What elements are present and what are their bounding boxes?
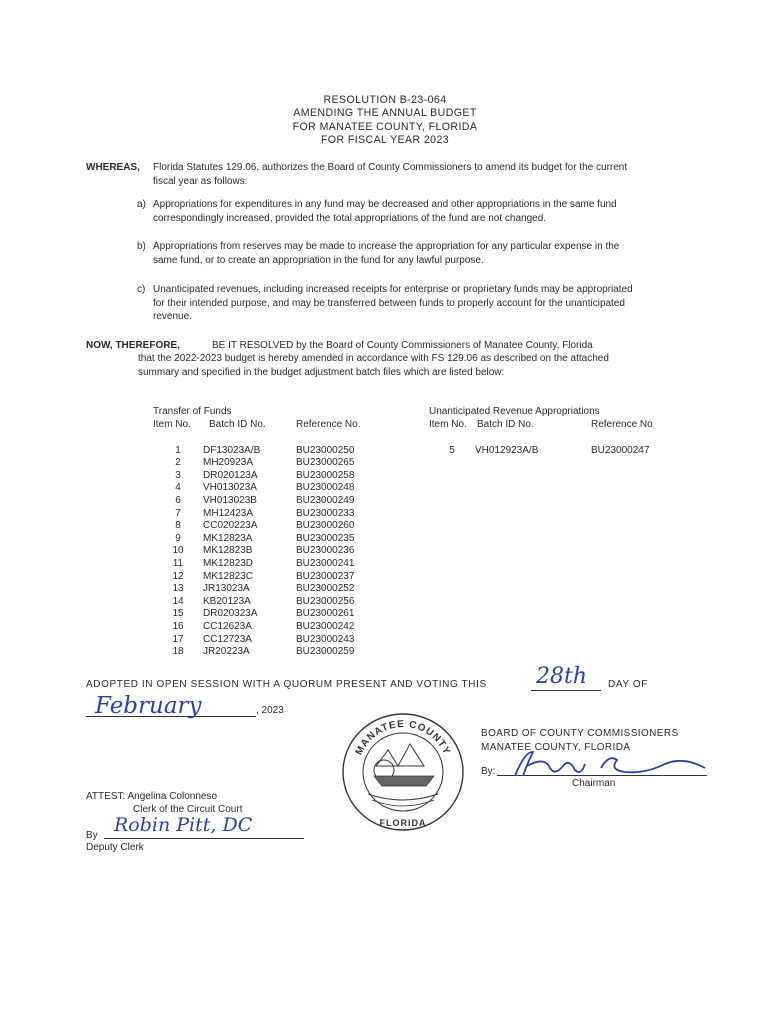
transfer-col-ref: Reference No. [296,419,361,430]
transfer-table [153,419,396,659]
transfer-cell-batch: MK12823A [203,532,253,544]
transfer-cell-item: 11 [172,557,184,569]
transfer-cell-ref: BU23000261 [296,608,355,620]
title-line-2: AMENDING THE ANNUAL BUDGET [293,107,477,120]
transfer-cell-ref: BU23000259 [296,646,355,658]
transfer-cell-batch: DR020323A [203,608,258,620]
unanticipated-rows [429,445,691,458]
unanticipated-col-item: Item No. [429,419,467,430]
transfer-cell-item: 1 [175,444,181,456]
item-b-text [153,240,733,267]
attest-by-label: By [86,830,98,841]
transfer-cell-ref: BU23000252 [296,583,355,595]
transfer-row [153,457,396,470]
transfer-row [153,445,396,458]
attest-line-2: Clerk of the Circuit Court [133,804,243,815]
transfer-cell-ref: BU23000260 [296,520,355,532]
transfer-cell-batch: CC020223A [203,520,258,532]
transfer-cell-batch: MK12823C [203,570,254,582]
transfer-cell-batch: VH013023A [203,482,257,494]
unanticipated-heading: Unanticipated Revenue Appropriations [429,406,600,417]
unanticipated-table [429,419,691,457]
transfer-cell-item: 8 [175,520,181,532]
day-line [531,690,601,691]
now-therefore-label: NOW, THEREFORE, [86,340,180,351]
county-seal-icon [338,710,468,834]
transfer-cell-item: 15 [172,608,184,620]
transfer-cell-item: 18 [172,646,184,658]
transfer-row [153,571,396,584]
transfer-cell-item: 16 [172,620,184,632]
transfer-col-batch: Batch ID No. [209,419,266,430]
title-line-3: FOR MANATEE COUNTY, FLORIDA [292,120,478,133]
title-line-4: FOR FISCAL YEAR 2023 [320,134,450,147]
transfer-cell-batch: CC12623A [203,620,252,632]
whereas-line-1: Florida Statutes 129.06, authorizes the Board of County Commissioners to amend its budget for the current [153,162,628,173]
transfer-cell-batch: CC12723A [203,633,252,645]
transfer-row [153,608,396,621]
transfer-cell-ref: BU23000242 [296,620,355,632]
transfer-row [153,596,396,609]
year-text: , 2023 [256,705,284,716]
transfer-cell-ref: BU23000249 [296,494,355,506]
transfer-cell-ref: BU23000241 [296,557,355,569]
seal-bottom-text: FLORIDA [379,818,427,828]
chairman-label: Chairman [572,778,616,789]
now-line-3: summary and specified in the budget adjustment batch files which are listed below: [138,366,505,378]
now-text [138,352,738,379]
transfer-cell-ref: BU23000243 [296,633,355,645]
adopted-text: ADOPTED IN OPEN SESSION WITH A QUORUM PRESENT AND VOTING THIS [86,679,487,690]
transfer-row [153,495,396,508]
transfer-row [153,533,396,546]
unanticipated-col-ref: Reference No [591,419,653,430]
transfer-cell-ref: BU23000258 [296,469,355,481]
item-c-line-3: revenue. [153,311,192,323]
unanticipated-cell-item: 5 [449,444,455,456]
item-a-text [153,198,733,225]
transfer-cell-batch: JR13023A [203,583,250,595]
transfer-cell-item: 4 [175,482,181,494]
item-c-line-2: for their intended purpose, and may be transferred between funds to properly account for the unanticipated [153,297,625,309]
item-c-text [153,283,743,324]
transfer-cell-item: 14 [172,595,184,607]
unanticipated-cell-batch: VH012923A/B [475,444,539,456]
transfer-cell-ref: BU23000237 [296,570,355,582]
transfer-cell-ref: BU23000265 [296,457,355,469]
transfer-row [153,583,396,596]
transfer-row [153,621,396,634]
item-a-line-1: Appropriations for expenditures in any fund may be decreased and other appropriations in the same fund [153,199,617,210]
item-a-marker: a) [137,199,146,210]
transfer-row [153,646,396,659]
transfer-cell-batch: MK12823D [203,557,254,569]
transfer-cell-batch: KB20123A [203,595,251,607]
seal-top-text: MANATEE COUNTY [353,718,453,757]
item-c-marker: c) [137,284,146,295]
month-handwritten: February [95,693,202,719]
board-by-label: By: [481,766,496,777]
item-c-line-1: Unanticipated revenues, including increased receipts for enterprise or proprietary funds may be appropriated [153,284,633,295]
title-line-1: RESOLUTION B-23-064 [323,94,447,106]
unanticipated-cell-ref: BU23000247 [591,444,650,456]
whereas-text [153,161,733,188]
whereas-label: WHEREAS, [86,162,140,173]
item-a-line-2: correspondingly increased, provided the total appropriations of the fund are not changed. [153,212,547,224]
transfer-header-row [153,419,396,432]
now-line-1: BE IT RESOLVED by the Board of County Commissioners of Manatee County, Florida [212,340,593,351]
transfer-cell-item: 7 [175,507,181,519]
transfer-cell-ref: BU23000248 [296,482,355,494]
unanticipated-col-batch: Batch ID No. [477,419,534,430]
transfer-cell-batch: MH20923A [203,457,254,469]
transfer-row [153,470,396,483]
transfer-cell-item: 13 [172,583,184,595]
item-b-line-2: same fund, or to create an appropriation in the fund for any lawful purpose. [153,254,484,266]
transfer-cell-batch: DR020123A [203,469,258,481]
now-line-2: that the 2022-2023 budget is hereby amended in accordance with FS 129.06 as described on the attached [138,353,609,364]
item-b-marker: b) [137,241,146,252]
unanticipated-header-row [429,419,691,432]
transfer-cell-ref: BU23000250 [296,444,355,456]
transfer-cell-batch: DF13023A/B [203,444,261,456]
transfer-cell-ref: BU23000256 [296,595,355,607]
transfer-heading: Transfer of Funds [153,406,232,417]
transfer-cell-item: 3 [175,469,181,481]
transfer-row [153,545,396,558]
resolution-title [0,94,770,148]
transfer-cell-item: 9 [175,532,181,544]
transfer-cell-item: 10 [172,545,184,557]
transfer-cell-item: 12 [172,570,184,582]
transfer-rows [153,445,396,659]
attest-signature-line [104,838,304,839]
day-of-text: DAY OF [608,679,648,690]
unanticipated-row [429,445,691,458]
transfer-cell-ref: BU23000235 [296,532,355,544]
whereas-line-2: fiscal year as follows: [153,175,248,187]
transfer-cell-batch: VH013023B [203,494,257,506]
transfer-cell-ref: BU23000233 [296,507,355,519]
transfer-cell-ref: BU23000236 [296,545,355,557]
transfer-cell-item: 2 [175,457,181,469]
transfer-cell-batch: JR20223A [203,646,250,658]
board-line-2: MANATEE COUNTY, FLORIDA [481,741,631,753]
transfer-cell-batch: MH12423A [203,507,254,519]
transfer-row [153,558,396,571]
clerk-signature: Robin Pitt, DC [114,814,253,836]
deputy-clerk-label: Deputy Clerk [86,842,144,853]
transfer-cell-batch: MK12823B [203,545,253,557]
attest-line-1: ATTEST: Angelina Colonneso [86,791,218,802]
transfer-row [153,520,396,533]
transfer-cell-item: 17 [172,633,184,645]
transfer-col-item: Item No. [153,419,191,430]
day-handwritten: 28th [536,664,588,689]
transfer-row [153,634,396,647]
transfer-row [153,482,396,495]
item-b-line-1: Appropriations from reserves may be made to increase the appropriation for any particular expense in the [153,241,620,252]
transfer-row [153,508,396,521]
transfer-cell-item: 6 [175,494,181,506]
board-line-1: BOARD OF COUNTY COMMISSIONERS [481,728,679,739]
